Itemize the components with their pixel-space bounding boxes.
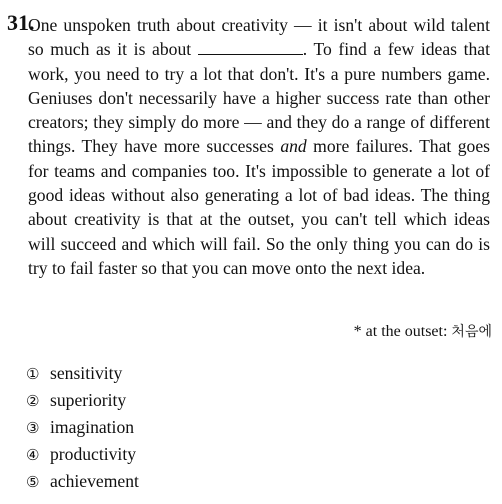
footnote-term: at the outset:: [365, 323, 448, 340]
answer-choices: [26, 360, 139, 495]
passage-ending: more failures. That goes for teams and companies too. It's impossible to generate a lot of good ideas without also generating a lot of bad ideas. The thing about creativity is that at the outset, you can't tell which ideas will succeed and which will fail. So the only thing you can do is try to fail faster so that you can move onto the next idea.: [28, 136, 491, 278]
passage-italic-and: and: [280, 136, 307, 157]
passage-intro: One unspoken truth about creativity — it isn't about wild talent so much as it is about: [28, 15, 490, 60]
passage-text: [28, 13, 490, 280]
choice-4[interactable]: [26, 441, 139, 468]
choice-text: imagination: [50, 417, 135, 437]
choice-number: ①: [26, 365, 40, 383]
answer-blank: [198, 40, 303, 55]
choice-2[interactable]: [26, 387, 139, 414]
choice-number: ③: [26, 419, 40, 437]
choice-1[interactable]: [26, 360, 139, 387]
choice-text: achievement: [50, 471, 139, 491]
choice-text: sensitivity: [50, 363, 123, 383]
footnote: [354, 321, 492, 343]
choice-text: productivity: [50, 444, 137, 464]
choice-3[interactable]: [26, 414, 139, 441]
passage-after-blank: . To find a few ideas that work, you need to try a lot that don't. It's a pure numbers game. Geniuses don't necessarily have a higher success rate than other creators; they simply do more — and they do a range of different things. They have more successes: [28, 39, 491, 157]
choice-5[interactable]: [26, 468, 139, 495]
footnote-marker: *: [353, 323, 362, 340]
choice-number: ④: [26, 446, 40, 464]
footnote-gloss: 처음에: [451, 324, 492, 340]
choice-number: ⑤: [26, 473, 40, 491]
choice-number: ②: [26, 392, 40, 410]
choice-text: superiority: [50, 390, 127, 410]
question-number: 31.: [7, 10, 35, 35]
